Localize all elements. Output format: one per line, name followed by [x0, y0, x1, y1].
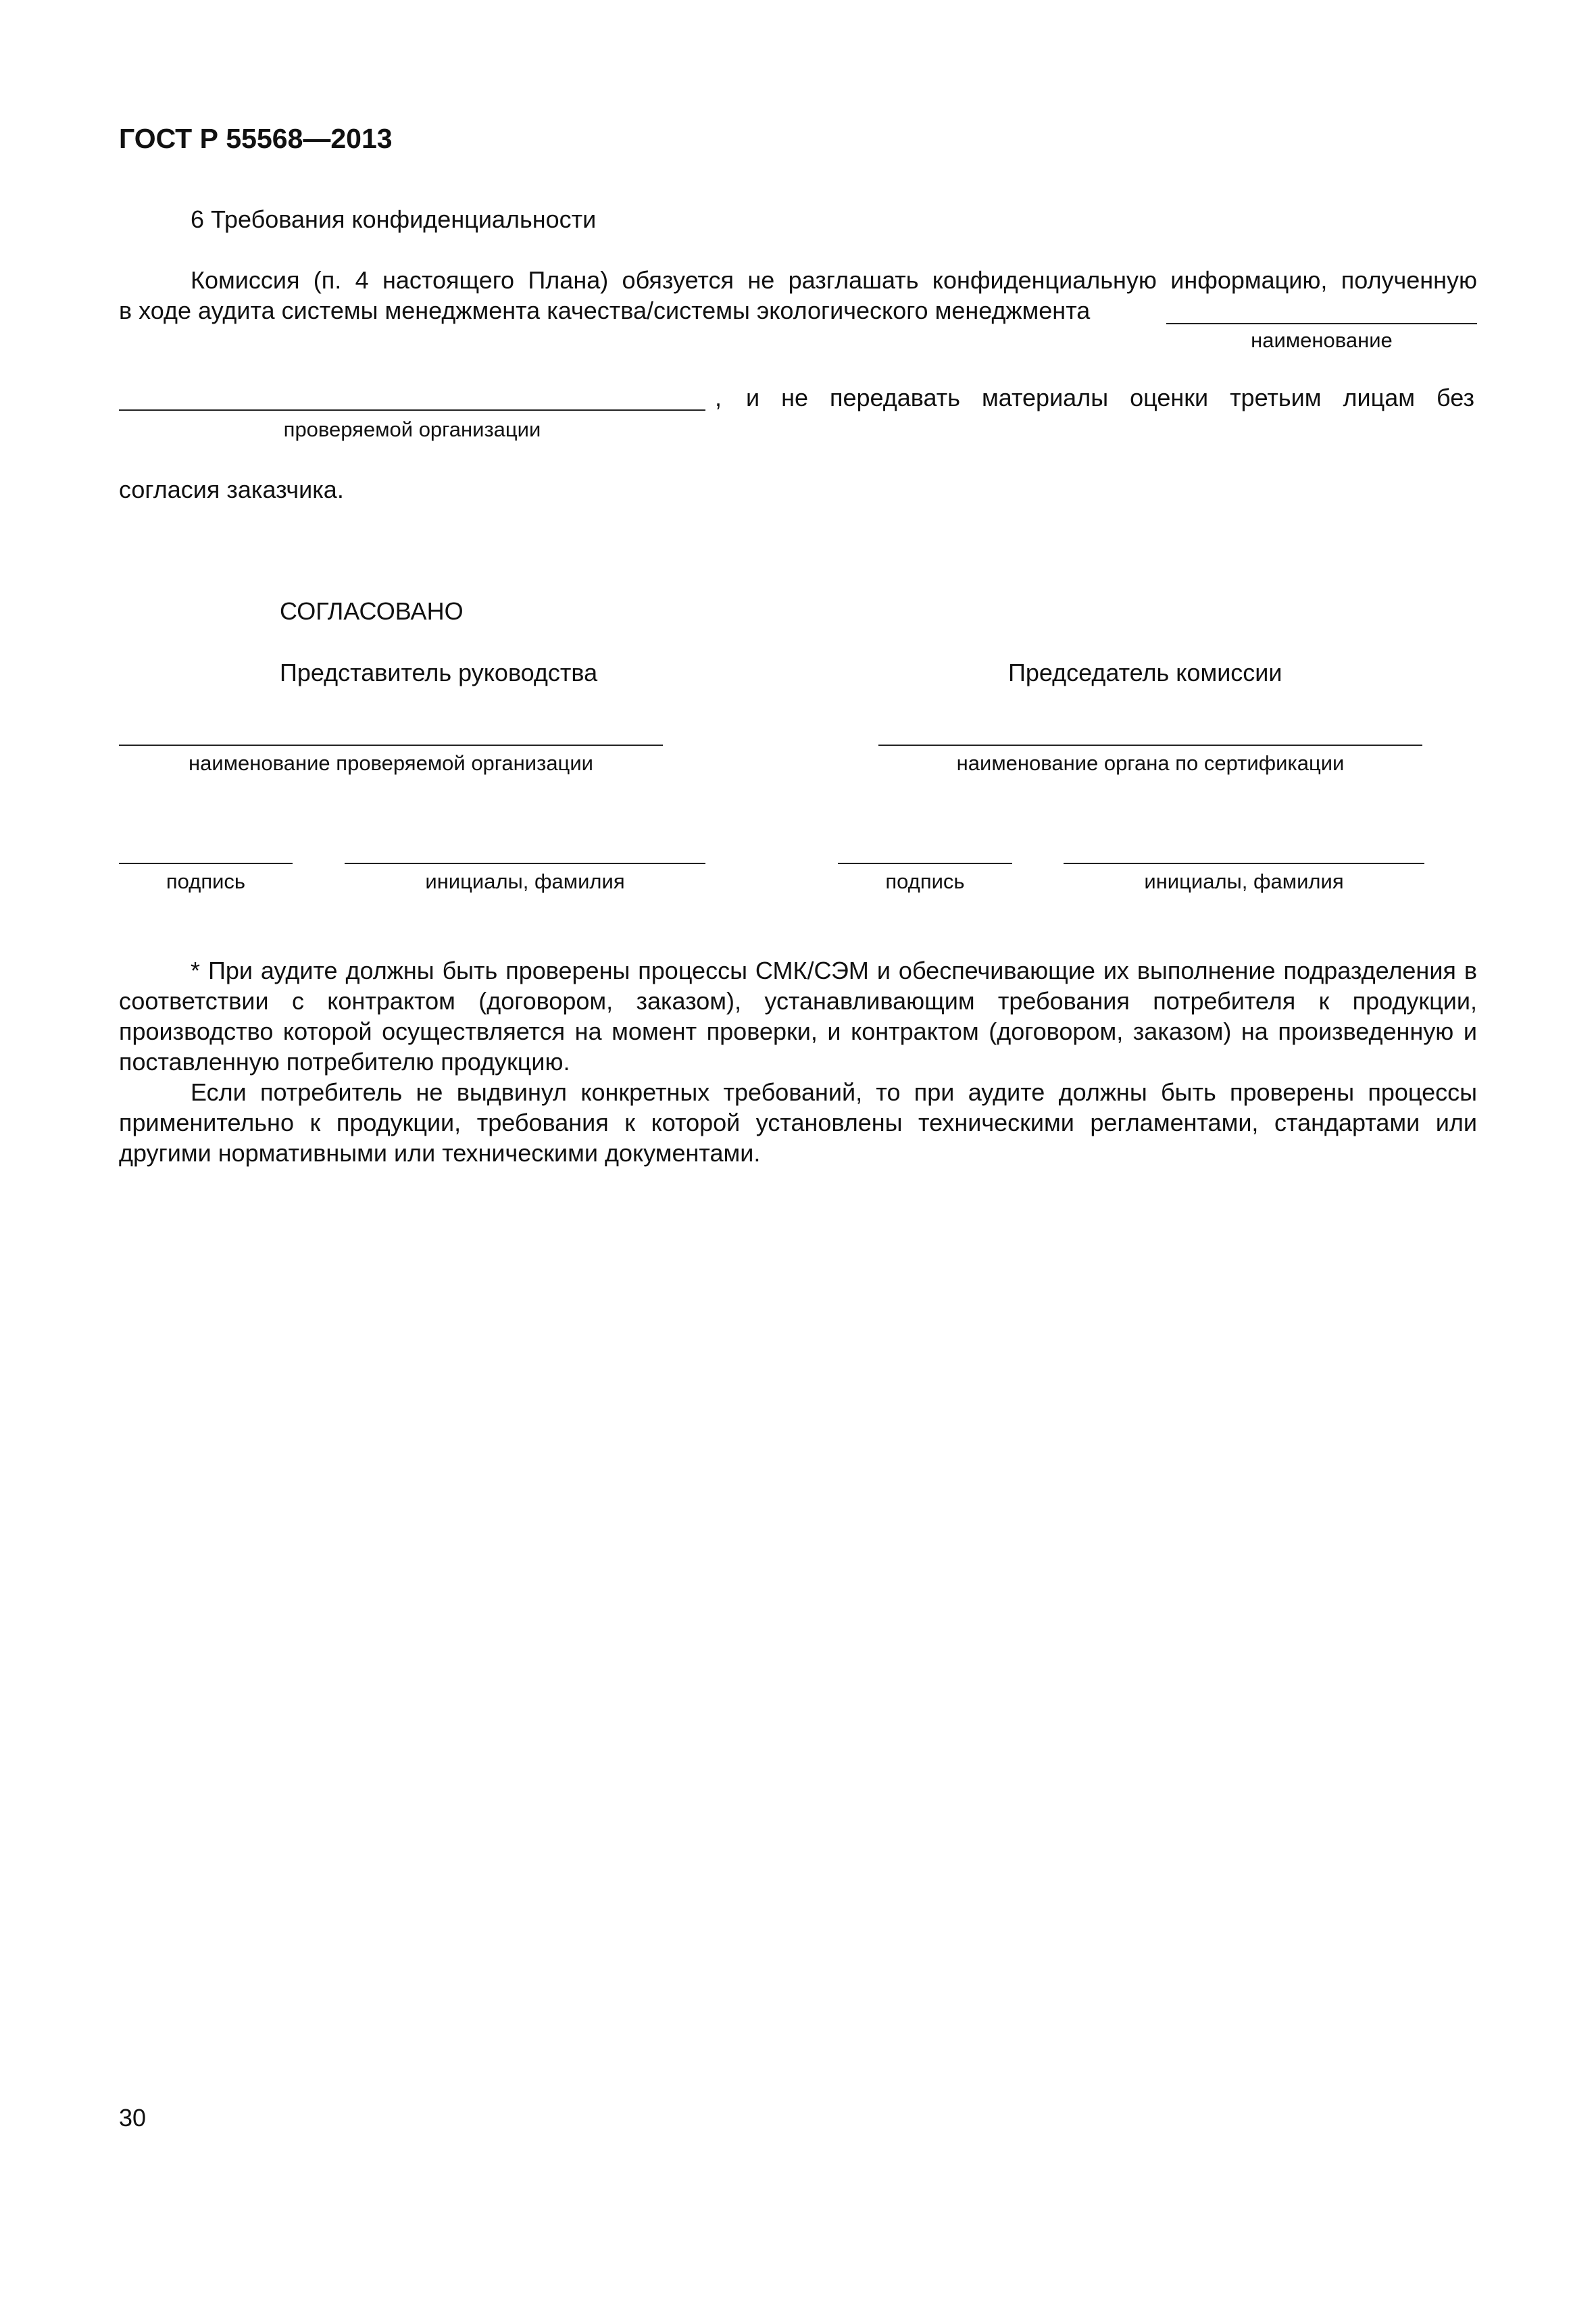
blank-line-right-organization — [878, 745, 1422, 746]
caption-name: наименование — [1251, 328, 1393, 352]
blank-line-left-initials — [345, 863, 705, 864]
blank-line-left-signature — [119, 863, 293, 864]
caption-left-initials: инициалы, фамилия — [425, 870, 625, 893]
blank-line-left-organization — [119, 745, 663, 746]
caption-organization: проверяемой организации — [283, 418, 541, 441]
caption-right-signature: подпись — [885, 870, 965, 893]
comma: , — [715, 384, 722, 411]
word: не — [781, 384, 808, 411]
word: без — [1437, 384, 1474, 411]
paragraph-line-3 — [746, 382, 1474, 413]
caption-right-initials: инициалы, фамилия — [1144, 870, 1344, 893]
document-code: ГОСТ Р 55568—2013 — [119, 123, 393, 154]
word: лицам — [1343, 384, 1416, 411]
word: и — [746, 384, 760, 411]
page-number: 30 — [119, 2104, 147, 2132]
caption-left-organization: наименование проверяемой организации — [189, 751, 593, 775]
blank-line-right-signature — [838, 863, 1012, 864]
paragraph-line-4: согласия заказчика. — [119, 476, 344, 503]
left-signer-title: Представитель руководства — [280, 659, 598, 686]
caption-right-organization: наименование органа по сертификации — [956, 751, 1345, 775]
paragraph-line-1: Комиссия (п. 4 настоящего Плана) обязуется не разглашать конфиденциальную информацию, полученную — [191, 266, 1477, 294]
footnote-paragraph-2: Если потребитель не выдвинул конкретных требований, то при аудите должны быть проверены процессы применительно к продукции, требования к которой установлены техническими регламентами, стандартами или другими нормативными или техническими документами. — [119, 1078, 1477, 1167]
paragraph-line-2: в ходе аудита системы менеджмента качества/системы экологического менеджмента — [119, 297, 1091, 324]
blank-line-org-continued — [119, 409, 705, 411]
blank-line-organization-name — [1166, 323, 1477, 324]
blank-line-right-initials — [1064, 863, 1424, 864]
word: передавать — [829, 384, 960, 411]
word: материалы — [981, 384, 1109, 411]
word: третьим — [1230, 384, 1322, 411]
word: оценки — [1130, 384, 1209, 411]
footnote-paragraph-1: * При аудите должны быть проверены процессы СМК/СЭМ и обеспечивающие их выполнение подразделения в соответствии с контрактом (договором, заказом), устанавливающим требования потребителя к продукции, производство которой осуществляется на момент проверки, и контрактом (договором, заказом) на произведенную и поставленную потребителю продукцию. — [119, 957, 1477, 1076]
section-title: 6 Требования конфиденциальности — [191, 205, 597, 233]
approved-heading: СОГЛАСОВАНО — [280, 597, 464, 625]
caption-left-signature: подпись — [166, 870, 246, 893]
right-signer-title: Председатель комиссии — [1008, 659, 1282, 686]
